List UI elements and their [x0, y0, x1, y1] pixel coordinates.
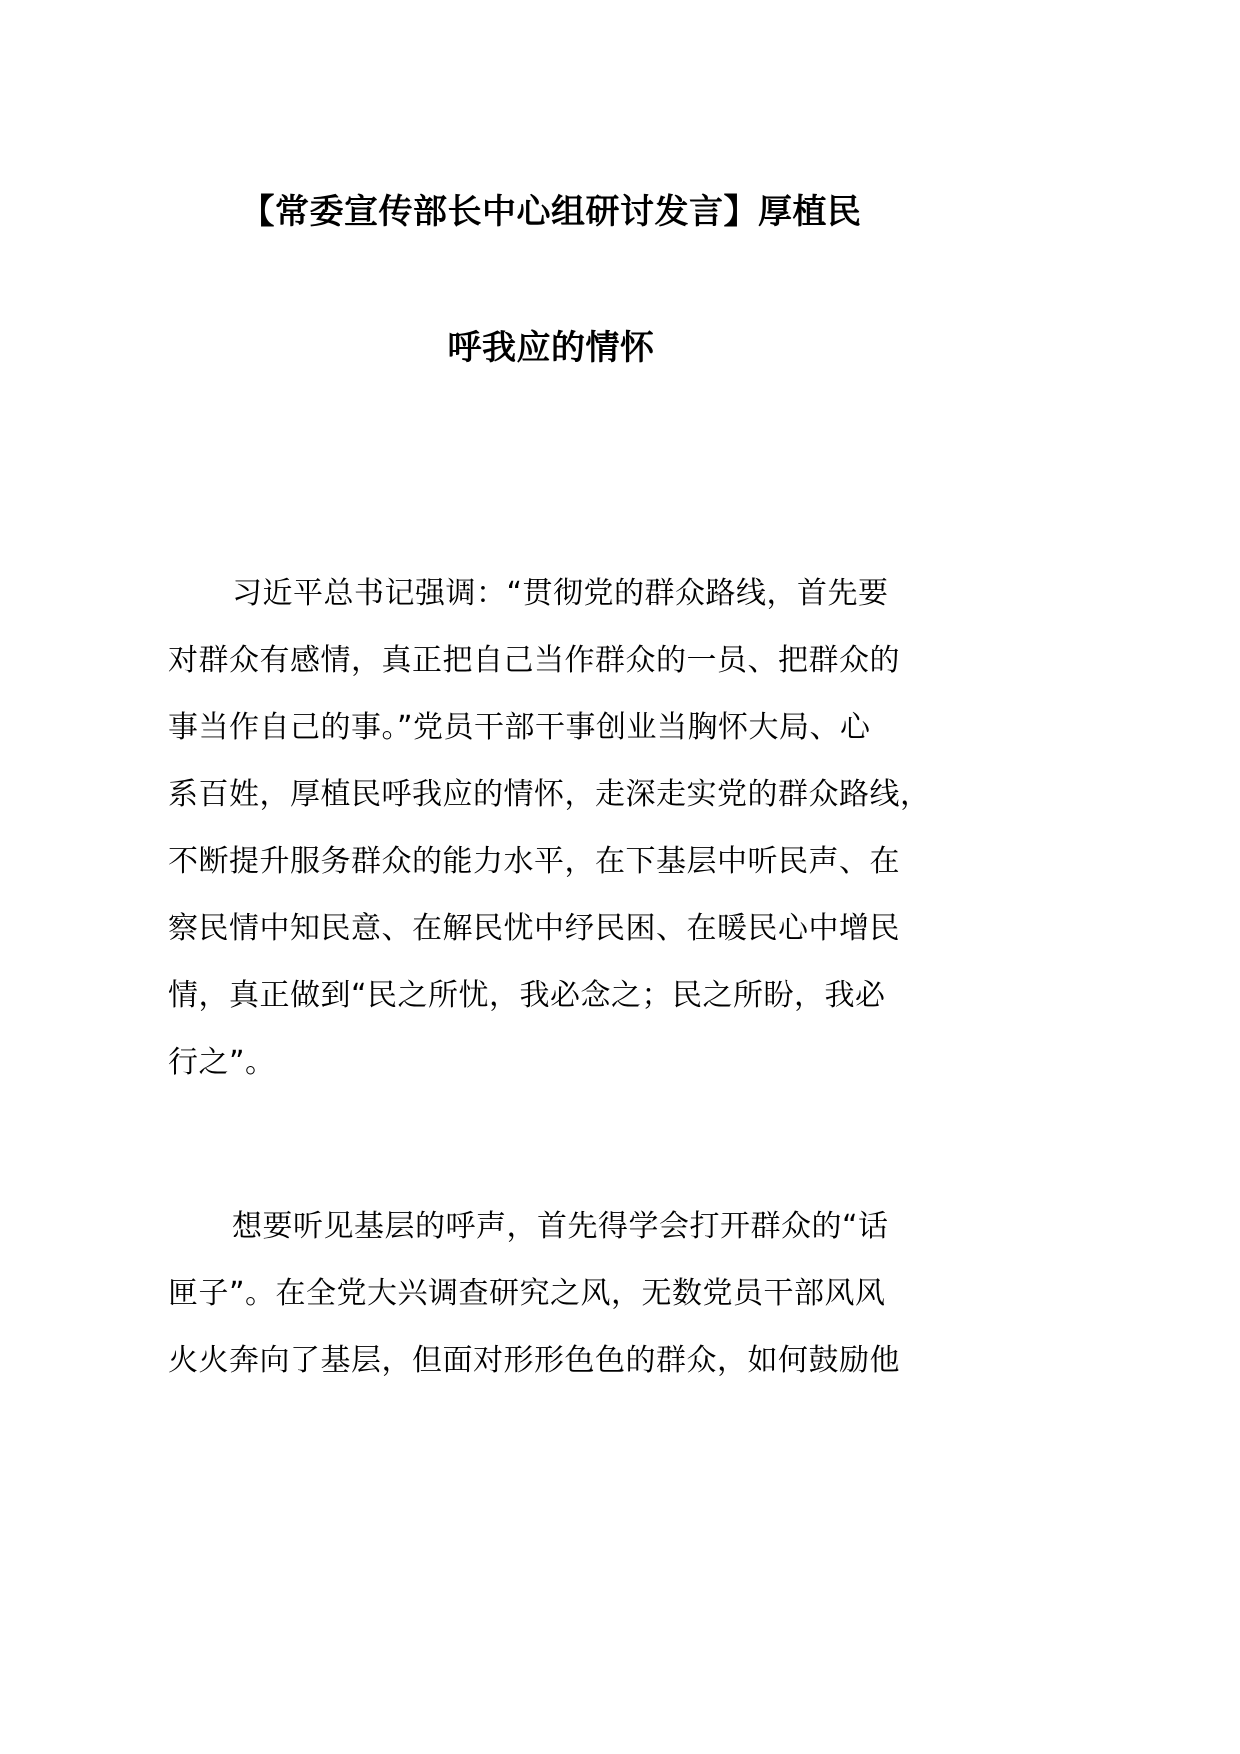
paragraph-1-line-4: 系百姓，厚植民呼我应的情怀，走深走实党的群众路线， — [168, 777, 931, 812]
paragraph-2-line-2: 匣子”。在全党大兴调查研究之风，无数党员干部风风 — [168, 1276, 886, 1311]
document-title — [0, 178, 1102, 382]
paragraph-1-line-2: 对群众有感情，真正把自己当作群众的一员、把群众的 — [168, 643, 900, 678]
paragraph-1-line-1: 习近平总书记强调：“贯彻党的群众路线，首先要 — [232, 576, 889, 611]
paragraph-1-line-6: 察民情中知民意、在解民忧中纾民困、在暖民心中增民 — [168, 911, 900, 946]
paragraph-2-line-3: 火火奔向了基层，但面对形形色色的群众，如何鼓励他 — [168, 1343, 900, 1378]
title-line-2: 呼我应的情怀 — [447, 328, 655, 368]
paragraph-1-line-5: 不断提升服务群众的能力水平，在下基层中听民声、在 — [168, 844, 900, 879]
paragraph-1-line-3: 事当作自己的事。”党员干部干事创业当胸怀大局、心 — [168, 710, 871, 745]
paragraph-1-line-7: 情，真正做到“民之所忧，我必念之；民之所盼，我必 — [168, 978, 886, 1013]
paragraph-2-line-1: 想要听见基层的呼声，首先得学会打开群众的“话 — [232, 1209, 889, 1244]
title-line-1: 【常委宣传部长中心组研讨发言】厚植民 — [240, 192, 862, 232]
paragraph-1-line-8: 行之”。 — [168, 1045, 276, 1080]
